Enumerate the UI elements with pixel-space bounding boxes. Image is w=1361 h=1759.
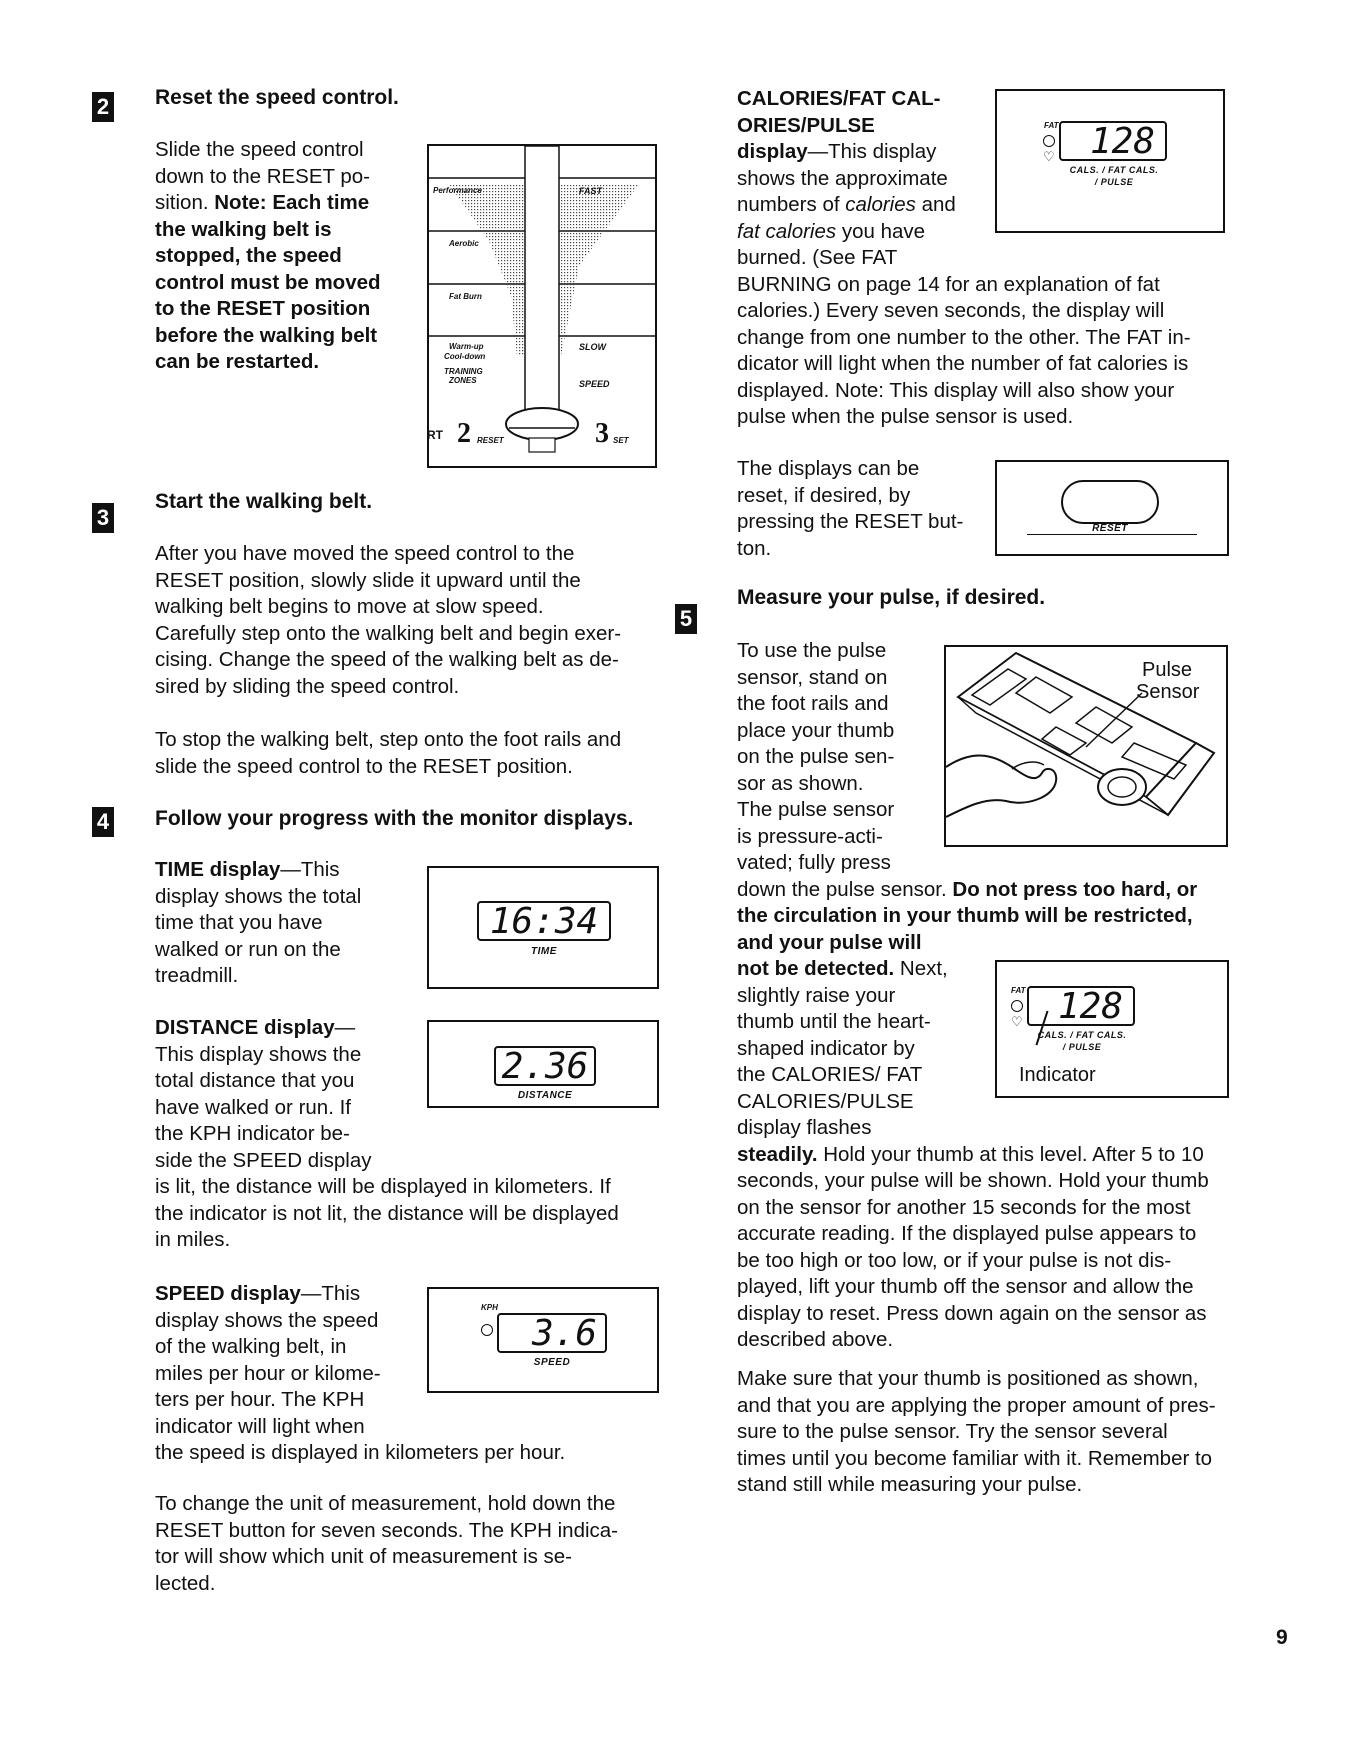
kph-indicator-icon [481,1324,493,1336]
step5-line: sensor, stand on [737,665,888,689]
calories-line: shows the approximate [737,166,948,190]
time-line: time that you have [155,911,323,934]
step3-paragraph-1 [155,541,621,700]
time-line: treadmill. [155,964,239,987]
speed-lcd-label: SPEED [533,1357,571,1368]
calories-lcd-label-2: / PULSE [1094,177,1134,187]
time-lcd: 16:34 [477,901,611,941]
step5-line: slightly raise your [737,983,896,1007]
distance-line: is lit, the distance will be displayed in kilometers. If [155,1175,611,1198]
fat-label: FAT [1011,986,1026,995]
step2-note-line: before the walking belt [155,323,378,347]
unit-line: To change the unit of measurement, hold down the [155,1492,616,1515]
reset-line: The displays can be [737,457,920,480]
step5-line: sure to the pulse sensor. Try the sensor several [737,1420,1168,1443]
unit-paragraph [155,1491,618,1597]
step5-line: The pulse sensor [737,798,895,821]
time-line: walked or run on the [155,937,341,961]
calories-title-line: CALORIES/FAT CAL- [737,87,941,110]
step3-heading: Start the walking belt. [155,490,373,513]
reset-button-label: RESET [1092,523,1128,534]
pulse-lcd-label-1: CALS. / FAT CALS. [1037,1030,1127,1040]
step3-line: RESET position, slowly slide it upward until the [155,568,581,592]
speed-line: display shows the speed [155,1308,379,1332]
step-3-marker: 3 [595,418,609,449]
zone-fat-burn: Fat Burn [449,292,482,301]
indicator-label: Indicator [1019,1064,1096,1086]
calories-line: dicator will light when the number of fat calories is [737,352,1189,375]
step3-line: To stop the walking belt, step onto the foot rails and [155,728,622,751]
page-number: 9 [1276,1626,1288,1649]
step3-line: cising. Change the speed of the walking belt as de- [155,648,619,671]
fat-indicator-icon [1043,135,1055,147]
speed-line: of the walking belt, in [155,1335,347,1358]
step2-line: down to the RESET po- [155,164,370,188]
reset-button[interactable] [1061,480,1159,524]
step2-body [155,137,381,376]
distance-line: the KPH indicator be- [155,1122,350,1145]
zone-cool-down: Cool-down [444,352,486,361]
distance-line: have walked or run. If [155,1095,351,1119]
step2-heading: Reset the speed control. [155,86,399,109]
step3-line: sired by sliding the speed control. [155,674,460,698]
speed-title: SPEED display [155,1282,301,1305]
zone-performance: Performance [433,186,482,195]
distance-lcd: 2.36 [494,1046,596,1086]
distance-line: in miles. [155,1228,231,1251]
step5-line: Make sure that your thumb is positioned as shown, [737,1367,1199,1390]
step5-line: stand still while measuring your pulse. [737,1473,1083,1496]
time-lcd-label: TIME [531,946,557,957]
time-display-text [155,857,361,990]
step3-line: slide the speed control to the RESET position. [155,754,573,778]
step5-line: display to reset. Press down again on the sensor as [737,1301,1207,1325]
step5-line: sor as shown. [737,771,864,795]
distance-display-figure [427,1020,659,1108]
step-number-3: 3 [92,503,114,533]
time-display-figure [427,866,659,989]
step5-paragraph-2 [737,1366,1216,1499]
slow-label: SLOW [579,342,606,352]
step5-line [737,1142,1209,1169]
calories-dash: —This display [807,140,937,163]
step5-line: and that you are applying the proper amount of pres- [737,1393,1216,1417]
reset-line: pressing the RESET but- [737,510,964,533]
step5-line: thumb until the heart- [737,1010,931,1033]
calories-display-figure [995,89,1225,233]
fat-label: FAT [1044,121,1059,130]
distance-line: total distance that you [155,1069,355,1092]
step5-line: To use the pulse [737,639,887,662]
calories-text: you have [836,219,926,243]
zone-warm-up: Warm-up [449,342,484,351]
step5-text-run: Hold your thumb at this level. After 5 to 10 [817,1142,1204,1166]
pulse-label: Pulse [1142,659,1193,681]
calories-italic: fat calories [737,219,837,243]
step5-line: place your thumb [737,718,895,742]
step5-warning-line: and your pulse will [737,930,922,954]
training-label: TRAINING [444,367,483,376]
speed-line: miles per hour or kilome- [155,1361,381,1385]
calories-title-line: ORIES/PULSE [737,113,875,137]
step5-line: the foot rails and [737,692,889,715]
distance-line: side the SPEED display [155,1148,372,1172]
reset-line: reset, if desired, by [737,483,911,507]
step2-note-line: the walking belt is [155,217,332,241]
step5-line: played, lift your thumb off the sensor and allow the [737,1275,1194,1298]
step2-line: Slide the speed control [155,138,364,161]
calories-italic: calories [845,193,916,216]
speed-display-figure [427,1287,659,1393]
step2-note-line: control must be moved [155,270,381,294]
step5-warning-line: the circulation in your thumb will be restricted, [737,904,1193,927]
step3-line: After you have moved the speed control to the [155,542,575,565]
step5-line: shaped indicator by [737,1036,915,1060]
step5-warning: not be detected. [737,957,895,980]
heart-icon: ♡ [1043,149,1055,164]
step5-line: seconds, your pulse will be shown. Hold your thumb [737,1169,1209,1192]
pulse-lcd: 128 [1027,986,1135,1026]
step5-line: display flashes [737,1116,872,1139]
step-number-5: 5 [675,604,697,634]
distance-lcd-label: DISTANCE [517,1090,573,1101]
heart-icon: ♡ [1011,1014,1023,1029]
step2-note-line: can be restarted. [155,350,320,373]
calories-line: pulse when the pulse sensor is used. [737,405,1074,428]
step5-line: vated; fully press [737,851,891,874]
sensor-label: Sensor [1136,681,1200,703]
time-title: TIME display [155,858,281,881]
calories-line: calories.) Every seven seconds, the display will [737,299,1165,322]
unit-line: tor will show which unit of measurement is se- [155,1545,572,1568]
time-line: display shows the total [155,884,362,908]
step4-heading: Follow your progress with the monitor displays. [155,807,634,830]
step5-text-run: down the pulse sensor. [737,877,953,901]
rt-label: RT [427,428,443,442]
step2-note: Note: Each time [214,191,370,214]
time-title-line [155,857,361,884]
reset-paragraph [737,456,963,562]
step5-line: described above. [737,1328,894,1351]
calories-line: burned. (See FAT [737,246,898,269]
reset-underline [1027,534,1197,535]
time-dash: —This [280,858,340,881]
speed-line: ters per hour. The KPH [155,1388,365,1411]
fast-label: FAST [579,186,603,196]
step5-line: be too high or too low, or if your pulse is not dis- [737,1248,1172,1272]
step5-line: on the sensor for another 15 seconds for the most [737,1195,1191,1219]
step-number-2: 2 [92,92,114,122]
calories-title-word: display [737,140,808,163]
step2-note-line: stopped, the speed [155,244,342,267]
step5-heading: Measure your pulse, if desired. [737,586,1046,609]
step5-line: on the pulse sen- [737,745,895,768]
step3-line: Carefully step onto the walking belt and begin exer- [155,621,622,645]
distance-dash: — [334,1016,356,1039]
distance-line: This display shows the [155,1042,362,1066]
step5-line: is pressure-acti- [737,824,883,848]
zone-aerobic: Aerobic [449,239,479,248]
zones-label: ZONES [449,376,477,385]
speed-label: SPEED [579,379,610,389]
set-label: SET [613,436,629,445]
step5-line [737,877,1209,904]
step2-line [155,190,381,217]
step5-warning: Do not press too hard, or [952,877,1198,901]
reset-button-figure [995,460,1229,556]
calories-line: BURNING on page 14 for an explanation of fat [737,272,1160,296]
step2-text: sition. [155,191,215,214]
pulse-lcd-label-2: / PULSE [1062,1042,1102,1052]
calories-text: numbers of [737,193,846,216]
pulse-indicator-figure [995,960,1229,1098]
speed-dash: —This [300,1282,361,1305]
step3-line: walking belt begins to move at slow speed. [155,595,544,618]
calories-lcd-label-1: CALS. / FAT CALS. [1069,165,1159,175]
step-number-4: 4 [92,807,114,837]
speed-line: indicator will light when [155,1414,365,1438]
reset-position-label: RESET [477,436,504,445]
reset-line: ton. [737,536,772,560]
step-2-marker: 2 [457,418,471,449]
fat-indicator-icon [1011,1000,1023,1012]
calories-line: change from one number to the other. The FAT in- [737,325,1191,349]
step2-note-line: to the RESET position [155,297,371,320]
step3-paragraph-2 [155,727,621,780]
step5-line: the CALORIES/ FAT [737,1063,923,1086]
step5-line: accurate reading. If the displayed pulse appears to [737,1222,1197,1245]
calories-text: and [915,193,956,216]
distance-title: DISTANCE display [155,1016,335,1039]
kph-label: KPH [481,1303,498,1312]
calories-line: displayed. Note: This display will also show your [737,378,1175,402]
speed-lcd: 3.6 [497,1313,607,1353]
step5-bold: steadily. [737,1142,818,1166]
distance-line: the indicator is not lit, the distance will be displayed [155,1201,619,1225]
step5-text-run: Next, [894,957,948,980]
step5-line: CALORIES/PULSE [737,1089,914,1113]
unit-line: lected. [155,1571,216,1595]
speed-control-diagram [427,144,657,468]
calories-lcd: 128 [1059,121,1167,161]
unit-line: RESET button for seven seconds. The KPH indica- [155,1518,619,1542]
speed-line: the speed is displayed in kilometers per hour. [155,1441,566,1464]
step5-line: times until you become familiar with it. Remember to [737,1446,1213,1470]
pulse-sensor-figure [944,645,1228,847]
